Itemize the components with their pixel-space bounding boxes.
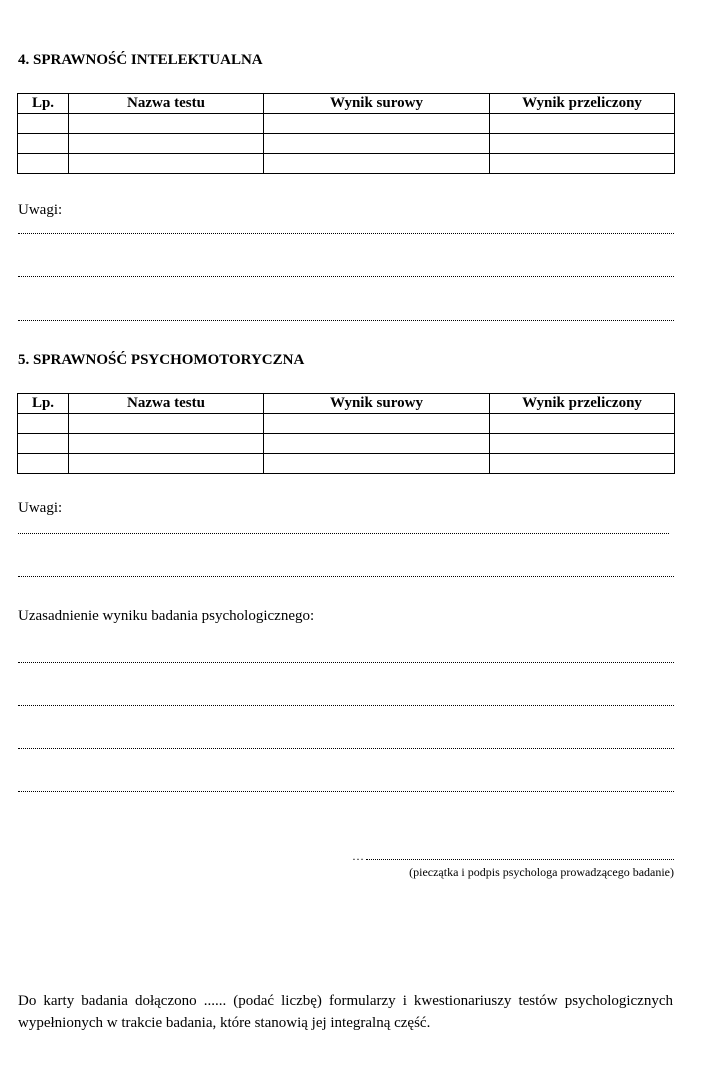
section-5-title: 5. SPRAWNOŚĆ PSYCHOMOTORYCZNA — [18, 352, 305, 368]
column-header-converted-score: Wynik przeliczony — [490, 94, 675, 114]
table-cell[interactable] — [69, 434, 264, 454]
table-cell[interactable] — [69, 414, 264, 434]
table-row — [18, 434, 675, 454]
table-cell[interactable] — [490, 414, 675, 434]
column-header-raw-score: Wynik surowy — [264, 394, 490, 414]
signature-line[interactable] — [352, 851, 674, 861]
column-header-raw-score: Wynik surowy — [264, 94, 490, 114]
table-row — [18, 134, 675, 154]
notes-line[interactable] — [18, 576, 674, 577]
table-cell[interactable] — [490, 114, 675, 134]
table-cell[interactable] — [69, 454, 264, 474]
table-cell[interactable] — [18, 414, 69, 434]
column-header-test-name: Nazwa testu — [69, 394, 264, 414]
table-cell[interactable] — [18, 434, 69, 454]
table-cell[interactable] — [18, 134, 69, 154]
notes-line[interactable] — [18, 233, 674, 234]
section-4-title: 4. SPRAWNOŚĆ INTELEKTUALNA — [18, 52, 263, 68]
justification-label: Uzasadnienie wyniku badania psychologicznego: — [18, 608, 315, 624]
table-cell[interactable] — [69, 114, 264, 134]
table-cell[interactable] — [264, 434, 490, 454]
table-cell[interactable] — [264, 154, 490, 174]
signature-dots — [366, 859, 674, 860]
table-cell[interactable] — [264, 134, 490, 154]
justification-line[interactable] — [18, 662, 674, 663]
table-cell[interactable] — [490, 454, 675, 474]
justification-line[interactable] — [18, 705, 674, 706]
notes-line[interactable] — [18, 533, 669, 534]
section-4-notes-label: Uwagi: — [18, 202, 63, 218]
table-cell[interactable] — [264, 414, 490, 434]
section-5-notes-label: Uwagi: — [18, 500, 63, 516]
signature-caption: (pieczątka i podpis psychologa prowadzącego badanie) — [409, 865, 674, 879]
table-cell[interactable] — [490, 154, 675, 174]
justification-line[interactable] — [18, 748, 674, 749]
section-4-table — [17, 93, 675, 174]
column-header-lp: Lp. — [18, 94, 69, 114]
table-row — [18, 414, 675, 434]
signature-leader: … — [352, 849, 364, 863]
attachments-paragraph: Do karty badania dołączono ...... (podać liczbę) formularzy i kwestionariuszy testów psychologicznych wypełnionych w trakcie badania, które stanowią jej integralną część. — [18, 993, 673, 1031]
table-cell[interactable] — [18, 114, 69, 134]
column-header-converted-score: Wynik przeliczony — [490, 394, 675, 414]
table-cell[interactable] — [490, 434, 675, 454]
table-cell[interactable] — [18, 454, 69, 474]
table-cell[interactable] — [18, 154, 69, 174]
table-cell[interactable] — [69, 134, 264, 154]
table-row — [18, 454, 675, 474]
table-header-row — [18, 394, 675, 414]
section-5-table — [17, 393, 675, 474]
table-cell[interactable] — [490, 134, 675, 154]
table-header-row — [18, 94, 675, 114]
justification-line[interactable] — [18, 791, 674, 792]
table-cell[interactable] — [69, 154, 264, 174]
table-row — [18, 154, 675, 174]
notes-line[interactable] — [18, 320, 674, 321]
column-header-test-name: Nazwa testu — [69, 94, 264, 114]
table-cell[interactable] — [264, 114, 490, 134]
column-header-lp: Lp. — [18, 394, 69, 414]
table-row — [18, 114, 675, 134]
table-cell[interactable] — [264, 454, 490, 474]
notes-line[interactable] — [18, 276, 674, 277]
